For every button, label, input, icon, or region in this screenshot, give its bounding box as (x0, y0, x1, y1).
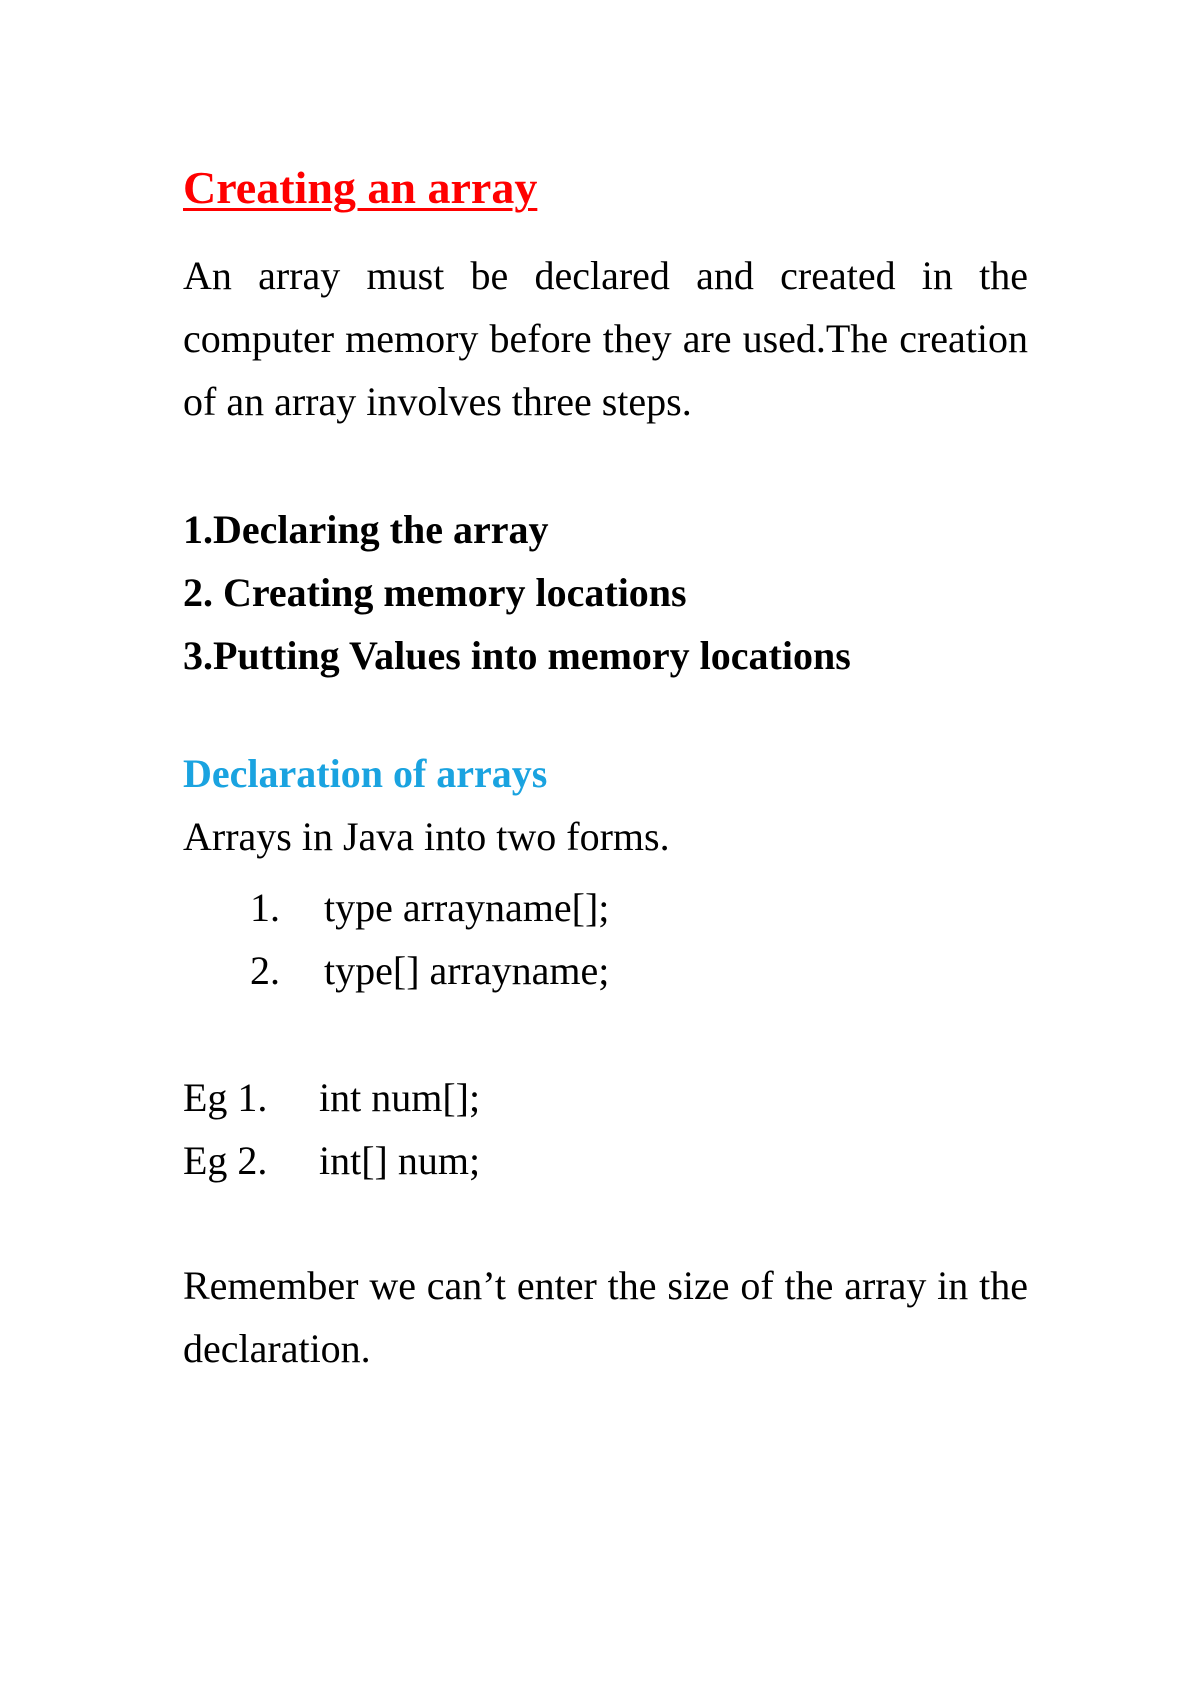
form-code: type[] arrayname; (324, 948, 610, 993)
form-number: 1. (250, 885, 280, 930)
intro-paragraph: An array must be declared and created in the computer memory before they are used.The creation of an array involves three steps. (183, 253, 1028, 424)
example-item (183, 1129, 783, 1192)
form-code: type arrayname[]; (324, 885, 610, 930)
note-paragraph: Remember we can’t enter the size of the array in the declaration. (183, 1263, 1028, 1371)
step-item: 1.Declaring the array (183, 507, 549, 552)
steps-list (183, 498, 851, 687)
form-number: 2. (250, 948, 280, 993)
example-code: int[] num; (319, 1138, 481, 1183)
examples-list (183, 1066, 783, 1192)
example-item (183, 1066, 783, 1129)
forms-intro: Arrays in Java into two forms. (183, 814, 670, 859)
page-title: Creating an array (183, 162, 538, 213)
example-label: Eg 2. (183, 1138, 268, 1183)
example-label: Eg 1. (183, 1075, 268, 1120)
step-item: 2. Creating memory locations (183, 570, 687, 615)
section-heading: Declaration of arrays (183, 751, 548, 796)
step-item: 3.Putting Values into memory locations (183, 633, 851, 678)
example-code: int num[]; (319, 1075, 481, 1120)
